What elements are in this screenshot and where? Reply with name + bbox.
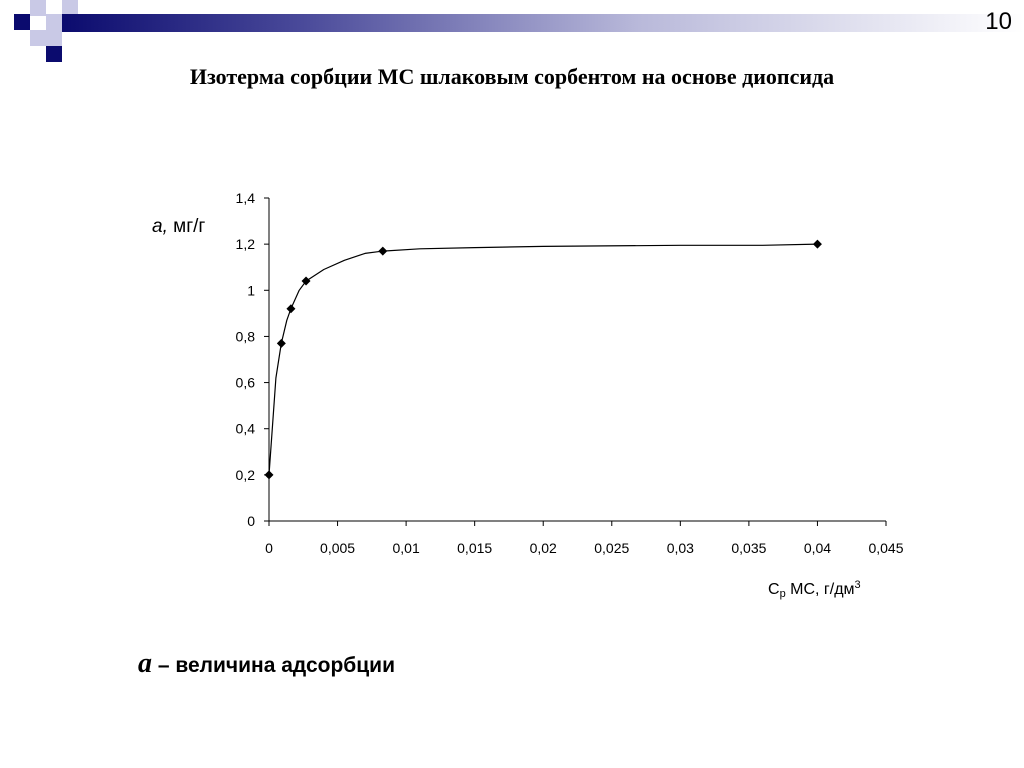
x-tick-label: 0,045 — [868, 540, 904, 556]
y-tick-label: 1 — [247, 282, 255, 299]
y-tick-label: 0,8 — [235, 328, 255, 345]
data-point-marker — [302, 277, 311, 286]
y-tick-label: 1,2 — [235, 236, 255, 253]
y-tick-label: 0,6 — [235, 374, 255, 391]
x-axis-label-main: C — [768, 581, 780, 598]
x-axis-label-rest: МС, г/дм — [785, 581, 855, 598]
y-tick-label: 0,4 — [235, 420, 255, 437]
x-axis-label — [768, 579, 861, 600]
x-tick-label: 0,025 — [594, 540, 630, 556]
slide-number: 10 — [985, 8, 1012, 35]
chart-curve — [269, 244, 817, 475]
x-tick-label: 0,01 — [392, 540, 420, 556]
y-axis-symbol: a, — [152, 216, 168, 237]
y-tick-label: 0 — [247, 513, 255, 529]
x-axis-label-sub: р — [779, 588, 786, 600]
x-tick-label: 0,035 — [731, 540, 767, 556]
chart-markers — [265, 240, 822, 480]
x-tick-label: 0,03 — [666, 540, 694, 556]
isotherm-curve — [269, 244, 817, 475]
y-tick-label: 1,4 — [235, 190, 255, 206]
data-point-marker — [378, 247, 387, 256]
x-axis-label-sup: 3 — [854, 579, 861, 591]
y-tick-label: 0,2 — [235, 466, 255, 483]
x-tick-label: 0 — [265, 540, 273, 556]
footnote-text: – величина адсорбции — [152, 654, 395, 677]
data-point-marker — [265, 470, 274, 479]
slide-title: Изотерма сорбции МС шлаковым сорбентом на основе диопсида — [189, 64, 835, 89]
data-point-marker — [277, 339, 286, 348]
x-tick-label: 0,02 — [529, 540, 557, 556]
x-tick-label: 0,005 — [320, 540, 356, 556]
y-axis-label — [152, 216, 205, 238]
x-tick-label: 0,04 — [803, 540, 832, 556]
footnote — [138, 648, 395, 680]
footnote-symbol: a — [138, 648, 152, 679]
x-tick-label: 0,015 — [457, 540, 493, 556]
data-point-marker — [286, 304, 295, 313]
y-axis-unit: мг/г — [167, 216, 206, 237]
data-point-marker — [813, 240, 822, 249]
